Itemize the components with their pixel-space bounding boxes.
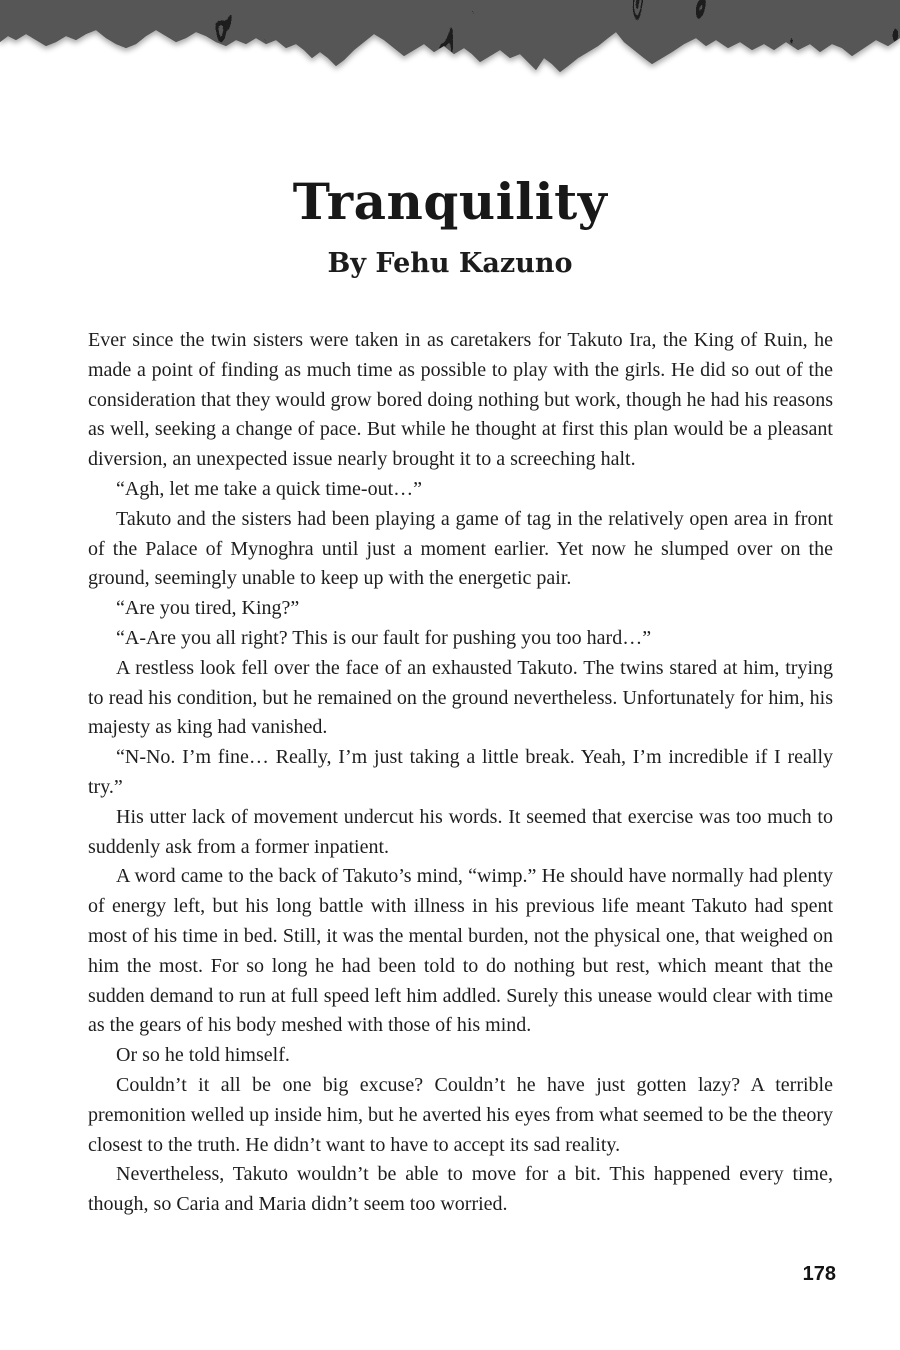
chapter-title: Tranquility bbox=[292, 172, 608, 231]
body-text bbox=[88, 326, 833, 1220]
paragraph-6: A restless look fell over the face of an exhausted Takuto. The twins stared at him, trying to read his condition, but he remained on the ground nevertheless. Unfortunately for him, his majesty as king had vanished. bbox=[88, 656, 833, 739]
paragraph-9: A word came to the back of Takuto’s mind, “wimp.” He should have normally had plenty of energy left, but his long battle with illness in his previous life meant Takuto had spent most of his time in bed. Still, it was the mental burden, not the physical one, that weighed on him the most. For so long he had been told to do nothing but rest, which meant that the sudden demand to run at full speed left him addled. Surely this unease would clear with time as the gears of his body meshed with those of his mind. bbox=[88, 865, 833, 1037]
paragraph-3: Takuto and the sisters had been playing a game of tag in the relatively open area in front of the Palace of Mynoghra until just a moment earlier. Yet now he slumped over on the ground, seemingly unable to keep up with the energetic pair. bbox=[88, 507, 833, 590]
paragraph-12: Nevertheless, Takuto wouldn’t be able to move for a bit. This happened every time, though, so Caria and Maria didn’t seem too worried. bbox=[88, 1163, 833, 1216]
paragraph-5: “A-Are you all right? This is our fault for pushing you too hard…” bbox=[116, 626, 652, 649]
paragraph-8: His utter lack of movement undercut his words. It seemed that exercise was too much to suddenly ask from a former inpatient. bbox=[88, 805, 833, 858]
paragraph-11: Couldn’t it all be one big excuse? Couldn’t he have just gotten lazy? A terrible premonition welled up inside him, but he averted his eyes from what seemed to be the theory closest to the truth. He didn’t want to have to accept its sad reality. bbox=[88, 1073, 833, 1156]
page-number: 178 bbox=[802, 1263, 836, 1285]
torn-paper-banner bbox=[0, 0, 900, 85]
paragraph-10: Or so he told himself. bbox=[116, 1044, 290, 1067]
paragraph-4: “Are you tired, King?” bbox=[116, 597, 300, 620]
paragraph-1: Ever since the twin sisters were taken in as caretakers for Takuto Ira, the King of Ruin, he made a point of finding as much time as possible to play with the girls. He did so out of the consideration that they would grow bored doing nothing but work, though he had his reasons as well, seeking a change of pace. But while he thought at first this plan would be a pleasant diversion, an unexpected issue nearly brought it to a screeching halt. bbox=[88, 329, 833, 471]
paragraph-7: “N-No. I’m fine… Really, I’m just taking a little break. Yeah, I’m incredible if I really try.” bbox=[88, 746, 833, 798]
paragraph-2: “Agh, let me take a quick time-out…” bbox=[116, 477, 423, 500]
fingerprint-texture bbox=[0, 0, 900, 85]
byline: By Fehu Kazuno bbox=[327, 248, 573, 279]
